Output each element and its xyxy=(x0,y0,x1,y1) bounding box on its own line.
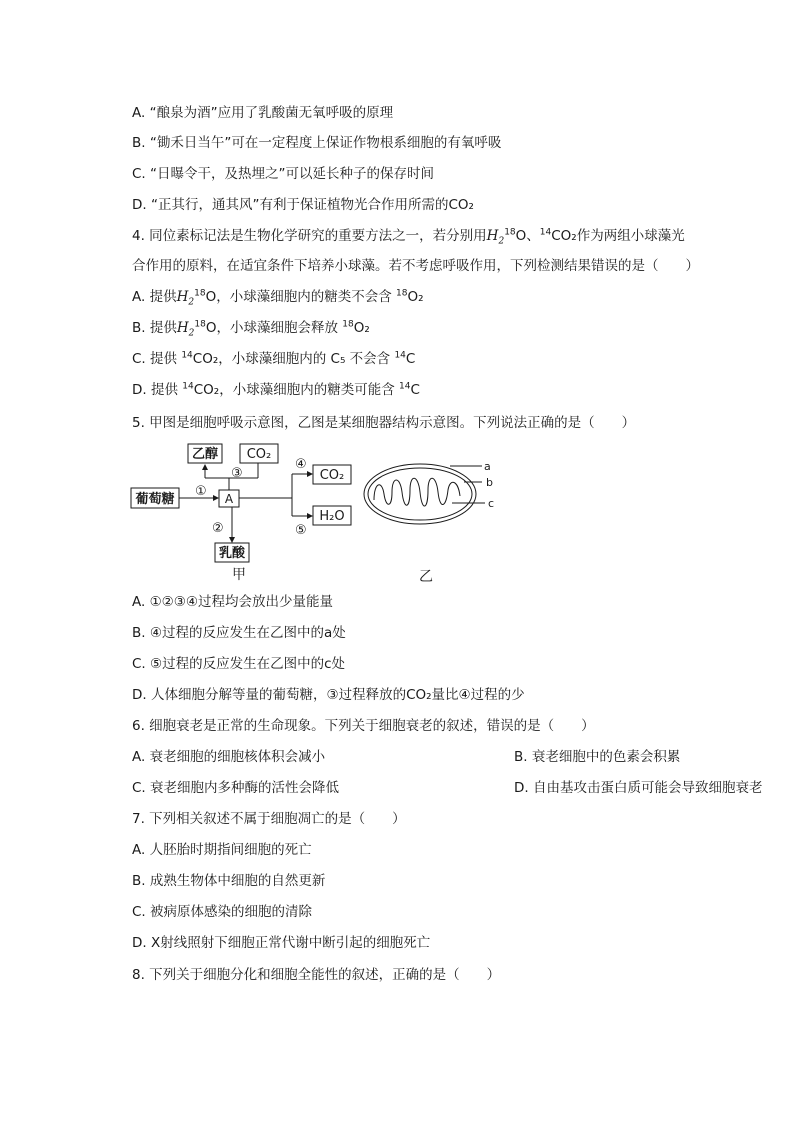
label-c: c xyxy=(488,497,495,510)
q4-option-b: B. 提供$H_2^{18}O$，小球藻细胞会释放 $^{18}$O₂ xyxy=(132,319,370,339)
glucose-label: 葡萄糖 xyxy=(135,492,175,507)
mitochondrion-cristae xyxy=(374,478,460,506)
q3-option-b: B. “锄禾日当午”可在一定程度上保证作物根系细胞的有氧呼吸 xyxy=(132,135,502,151)
q5-stem: 5. 甲图是细胞呼吸示意图，乙图是某细胞器结构示意图。下列说法正确的是（ ） xyxy=(132,415,636,431)
label-b: b xyxy=(486,476,493,489)
q5-option-a: A. ①②③④过程均会放出少量能量 xyxy=(132,594,333,610)
step-1-label: ① xyxy=(195,484,207,499)
q5-option-d: D. 人体细胞分解等量的葡萄糖，③过程释放的CO₂量比④过程的少 xyxy=(132,687,525,703)
step-2-label: ② xyxy=(212,521,224,536)
q6-option-c: C. 衰老细胞内多种酶的活性会降低 xyxy=(132,780,340,796)
respiration-diagram xyxy=(130,440,530,585)
q8-stem: 8. 下列关于细胞分化和细胞全能性的叙述，正确的是（ ） xyxy=(132,967,501,983)
q7-option-d: D. X射线照射下细胞正常代谢中断引起的细胞死亡 xyxy=(132,935,431,951)
q6-option-a: A. 衰老细胞的细胞核体积会减小 xyxy=(132,749,326,765)
label-a: a xyxy=(484,460,491,473)
step-4-label: ④ xyxy=(295,457,307,472)
q7-stem: 7. 下列相关叙述不属于细胞凋亡的是（ ） xyxy=(132,811,406,827)
ethanol-label: 乙醇 xyxy=(191,447,219,462)
q6-row-1 xyxy=(132,747,681,767)
q6-option-b: B. 衰老细胞中的色素会积累 xyxy=(514,749,681,765)
figure-yi-label: 乙 xyxy=(419,569,433,585)
q4-option-c: C. 提供 $^{14}$CO₂，小球藻细胞内的 C₅ 不会含 $^{14}$C xyxy=(132,350,416,367)
q4-option-d: D. 提供 $^{14}$CO₂，小球藻细胞内的糖类可能含 $^{14}$C xyxy=(132,381,420,398)
step-5-label: ⑤ xyxy=(295,523,307,538)
q3-option-c: C. “日曝令干，及热埋之”可以延长种子的保存时间 xyxy=(132,166,434,182)
co2-right-label: CO₂ xyxy=(319,468,345,483)
q5-option-b: B. ④过程的反应发生在乙图中的a处 xyxy=(132,625,346,641)
lactic-label: 乳酸 xyxy=(218,546,246,561)
q6-stem: 6. 细胞衰老是正常的生命现象。下列关于细胞衰老的叙述，错误的是（ ） xyxy=(132,718,595,734)
q7-option-b: B. 成熟生物体中细胞的自然更新 xyxy=(132,873,326,889)
q6-row-2 xyxy=(132,778,763,798)
co2-top-label: CO₂ xyxy=(246,447,272,462)
q6-option-d: D. 自由基攻击蛋白质可能会导致细胞衰老 xyxy=(514,780,763,796)
q7-option-c: C. 被病原体感染的细胞的清除 xyxy=(132,904,313,920)
q7-option-a: A. 人胚胎时期指间细胞的死亡 xyxy=(132,842,312,858)
q4-stem-line1: 4. 同位素标记法是生物化学研究的重要方法之一，若分别用$H_2^{18}O$、$^{14}$CO₂作为两组小球藻光 xyxy=(132,227,685,247)
q3-option-a: A. “酿泉为酒”应用了乳酸菌无氧呼吸的原理 xyxy=(132,105,394,121)
a-label: A xyxy=(224,492,234,506)
q4-option-a: A. 提供$H_2^{18}O$，小球藻细胞内的糖类不会含 $^{18}$O₂ xyxy=(132,288,424,308)
q5-option-c: C. ⑤过程的反应发生在乙图中的c处 xyxy=(132,656,346,672)
q3-option-d: D. “正其行，通其风”有利于保证植物光合作用所需的CO₂ xyxy=(132,197,474,213)
q4-stem-line2: 合作用的原料，在适宜条件下培养小球藻。若不考虑呼吸作用，下列检测结果错误的是（ ） xyxy=(132,258,699,274)
h2o-label: H₂O xyxy=(319,509,345,524)
figure-jia-label: 甲 xyxy=(232,567,246,583)
step-3-label: ③ xyxy=(231,466,243,481)
